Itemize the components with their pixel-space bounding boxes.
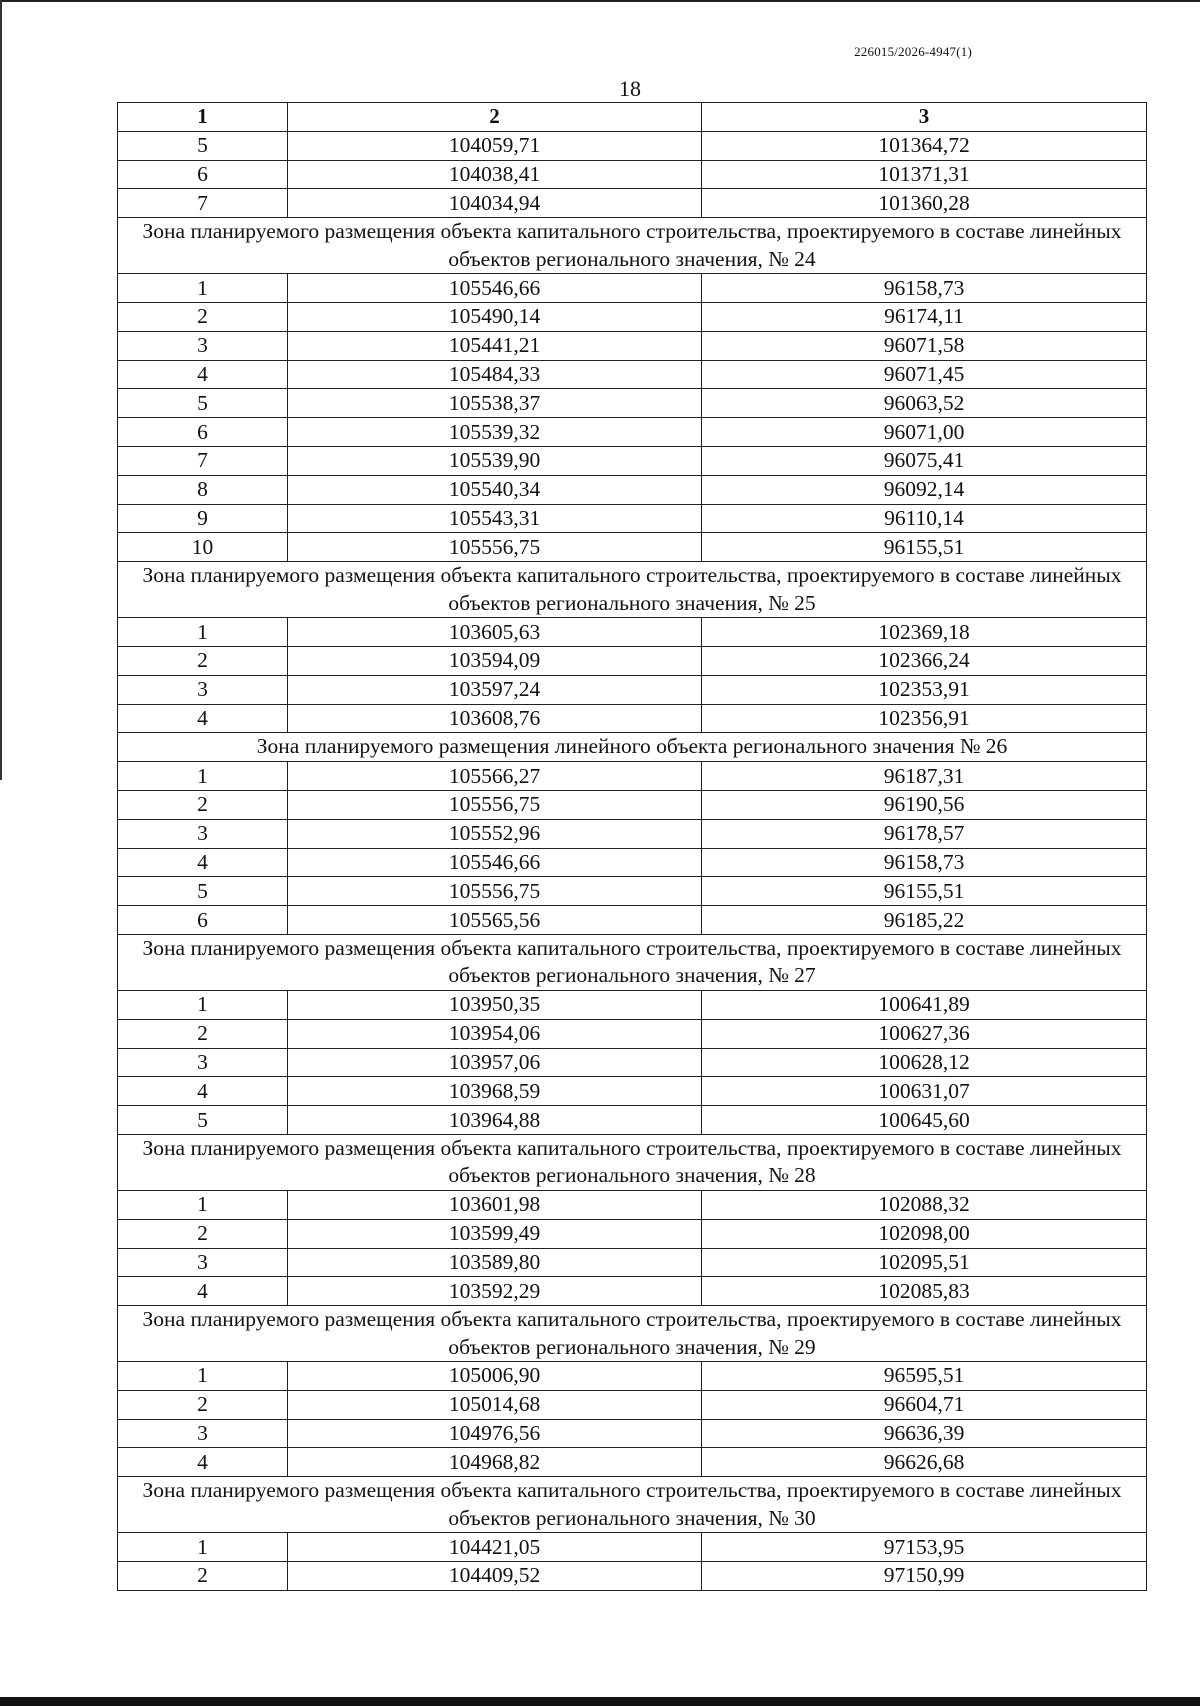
table-row xyxy=(118,1248,1147,1277)
table-row xyxy=(118,302,1147,331)
x-coordinate-cell: 105566,27 xyxy=(288,762,702,791)
point-number-cell: 2 xyxy=(118,302,288,331)
table-row xyxy=(118,418,1147,447)
zone-title-row xyxy=(118,1134,1147,1190)
x-coordinate-cell: 105539,32 xyxy=(288,418,702,447)
x-coordinate-cell: 103954,06 xyxy=(288,1019,702,1048)
point-number-cell: 2 xyxy=(118,1019,288,1048)
table-row xyxy=(118,533,1147,562)
point-number-cell: 9 xyxy=(118,504,288,533)
table-row xyxy=(118,189,1147,218)
point-number-cell: 1 xyxy=(118,618,288,647)
x-coordinate-cell: 103950,35 xyxy=(288,990,702,1019)
zone-title-row xyxy=(118,1477,1147,1533)
zone-title: Зона планируемого размещения объекта капитального строительства, проектируемого в составе линейных объектов регионального значения, № 24 xyxy=(118,218,1147,274)
x-coordinate-cell: 104409,52 xyxy=(288,1562,702,1591)
x-coordinate-cell: 105484,33 xyxy=(288,360,702,389)
zone-title: Зона планируемого размещения линейного объекта регионального значения № 26 xyxy=(118,733,1147,762)
point-number-cell: 6 xyxy=(118,906,288,935)
point-number-cell: 6 xyxy=(118,418,288,447)
zone-title: Зона планируемого размещения объекта капитального строительства, проектируемого в составе линейных объектов регионального значения, № 27 xyxy=(118,934,1147,990)
point-number-cell: 8 xyxy=(118,475,288,504)
y-coordinate-cell: 101360,28 xyxy=(702,189,1147,218)
y-coordinate-cell: 100627,36 xyxy=(702,1019,1147,1048)
x-coordinate-cell: 103597,24 xyxy=(288,675,702,704)
table-row xyxy=(118,877,1147,906)
y-coordinate-cell: 102369,18 xyxy=(702,618,1147,647)
point-number-cell: 1 xyxy=(118,1533,288,1562)
y-coordinate-cell: 96636,39 xyxy=(702,1419,1147,1448)
x-coordinate-cell: 103964,88 xyxy=(288,1106,702,1135)
table-row xyxy=(118,675,1147,704)
point-number-cell: 3 xyxy=(118,331,288,360)
point-number-cell: 2 xyxy=(118,1562,288,1591)
point-number-cell: 3 xyxy=(118,819,288,848)
y-coordinate-cell: 102095,51 xyxy=(702,1248,1147,1277)
y-coordinate-cell: 102356,91 xyxy=(702,704,1147,733)
x-coordinate-cell: 104976,56 xyxy=(288,1419,702,1448)
x-coordinate-cell: 105556,75 xyxy=(288,533,702,562)
zone-title: Зона планируемого размещения объекта капитального строительства, проектируемого в составе линейных объектов регионального значения, № 30 xyxy=(118,1477,1147,1533)
point-number-cell: 3 xyxy=(118,1419,288,1448)
point-number-cell: 3 xyxy=(118,675,288,704)
x-coordinate-cell: 105546,66 xyxy=(288,848,702,877)
y-coordinate-cell: 102353,91 xyxy=(702,675,1147,704)
point-number-cell: 6 xyxy=(118,160,288,189)
table-row xyxy=(118,1448,1147,1477)
table-row xyxy=(118,475,1147,504)
table-row xyxy=(118,1077,1147,1106)
table-row xyxy=(118,762,1147,791)
y-coordinate-cell: 102366,24 xyxy=(702,646,1147,675)
x-coordinate-cell: 105556,75 xyxy=(288,790,702,819)
scan-top-edge xyxy=(0,0,1200,2)
y-coordinate-cell: 96071,00 xyxy=(702,418,1147,447)
zone-title: Зона планируемого размещения объекта капитального строительства, проектируемого в составе линейных объектов регионального значения, № 25 xyxy=(118,562,1147,618)
point-number-cell: 2 xyxy=(118,646,288,675)
x-coordinate-cell: 103968,59 xyxy=(288,1077,702,1106)
y-coordinate-cell: 96063,52 xyxy=(702,389,1147,418)
point-number-cell: 4 xyxy=(118,848,288,877)
table-row xyxy=(118,1277,1147,1306)
zone-title: Зона планируемого размещения объекта капитального строительства, проектируемого в составе линейных объектов регионального значения, № 28 xyxy=(118,1134,1147,1190)
y-coordinate-cell: 96075,41 xyxy=(702,446,1147,475)
y-coordinate-cell: 96092,14 xyxy=(702,475,1147,504)
x-coordinate-cell: 103601,98 xyxy=(288,1190,702,1219)
x-coordinate-cell: 105552,96 xyxy=(288,819,702,848)
point-number-cell: 4 xyxy=(118,704,288,733)
y-coordinate-cell: 96626,68 xyxy=(702,1448,1147,1477)
point-number-cell: 4 xyxy=(118,1448,288,1477)
y-coordinate-cell: 102098,00 xyxy=(702,1219,1147,1248)
x-coordinate-cell: 103605,63 xyxy=(288,618,702,647)
table-row xyxy=(118,1419,1147,1448)
table-row xyxy=(118,389,1147,418)
table-row xyxy=(118,848,1147,877)
table-header-row xyxy=(118,103,1147,132)
y-coordinate-cell: 100645,60 xyxy=(702,1106,1147,1135)
column-header-point: 1 xyxy=(118,103,288,132)
table-row xyxy=(118,1106,1147,1135)
table-row xyxy=(118,618,1147,647)
x-coordinate-cell: 105565,56 xyxy=(288,906,702,935)
point-number-cell: 5 xyxy=(118,389,288,418)
zone-title-row xyxy=(118,733,1147,762)
table-row xyxy=(118,819,1147,848)
column-header-y: 3 xyxy=(702,103,1147,132)
x-coordinate-cell: 105540,34 xyxy=(288,475,702,504)
x-coordinate-cell: 104059,71 xyxy=(288,131,702,160)
point-number-cell: 1 xyxy=(118,1190,288,1219)
point-number-cell: 1 xyxy=(118,762,288,791)
document-registration-number: 226015/2026-4947(1) xyxy=(854,44,972,59)
table-row xyxy=(118,1390,1147,1419)
zone-title-row xyxy=(118,562,1147,618)
x-coordinate-cell: 103608,76 xyxy=(288,704,702,733)
table-row xyxy=(118,1219,1147,1248)
y-coordinate-cell: 96190,56 xyxy=(702,790,1147,819)
y-coordinate-cell: 102085,83 xyxy=(702,1277,1147,1306)
y-coordinate-cell: 96604,71 xyxy=(702,1390,1147,1419)
y-coordinate-cell: 96178,57 xyxy=(702,819,1147,848)
table-row xyxy=(118,446,1147,475)
point-number-cell: 3 xyxy=(118,1248,288,1277)
coordinates-table xyxy=(117,102,1147,1591)
column-header-x: 2 xyxy=(288,103,702,132)
x-coordinate-cell: 104968,82 xyxy=(288,1448,702,1477)
y-coordinate-cell: 100631,07 xyxy=(702,1077,1147,1106)
table-row xyxy=(118,990,1147,1019)
table-row xyxy=(118,1190,1147,1219)
point-number-cell: 4 xyxy=(118,360,288,389)
table-row xyxy=(118,646,1147,675)
y-coordinate-cell: 101364,72 xyxy=(702,131,1147,160)
point-number-cell: 4 xyxy=(118,1077,288,1106)
y-coordinate-cell: 96158,73 xyxy=(702,848,1147,877)
table-row xyxy=(118,1019,1147,1048)
x-coordinate-cell: 105556,75 xyxy=(288,877,702,906)
page-number: 18 xyxy=(619,76,641,101)
point-number-cell: 5 xyxy=(118,131,288,160)
point-number-cell: 5 xyxy=(118,877,288,906)
y-coordinate-cell: 101371,31 xyxy=(702,160,1147,189)
table-row xyxy=(118,1362,1147,1391)
scan-bottom-edge xyxy=(0,1697,1200,1706)
zone-title-row xyxy=(118,1306,1147,1362)
x-coordinate-cell: 103599,49 xyxy=(288,1219,702,1248)
y-coordinate-cell: 96595,51 xyxy=(702,1362,1147,1391)
x-coordinate-cell: 105539,90 xyxy=(288,446,702,475)
table-row xyxy=(118,1533,1147,1562)
x-coordinate-cell: 103957,06 xyxy=(288,1048,702,1077)
y-coordinate-cell: 97150,99 xyxy=(702,1562,1147,1591)
y-coordinate-cell: 97153,95 xyxy=(702,1533,1147,1562)
table-row xyxy=(118,1562,1147,1591)
y-coordinate-cell: 96158,73 xyxy=(702,274,1147,303)
y-coordinate-cell: 96155,51 xyxy=(702,533,1147,562)
scan-left-edge xyxy=(0,0,2,780)
table-row xyxy=(118,906,1147,935)
y-coordinate-cell: 100628,12 xyxy=(702,1048,1147,1077)
table-row xyxy=(118,704,1147,733)
point-number-cell: 7 xyxy=(118,446,288,475)
zone-title: Зона планируемого размещения объекта капитального строительства, проектируемого в составе линейных объектов регионального значения, № 29 xyxy=(118,1306,1147,1362)
point-number-cell: 4 xyxy=(118,1277,288,1306)
point-number-cell: 2 xyxy=(118,790,288,819)
x-coordinate-cell: 105543,31 xyxy=(288,504,702,533)
point-number-cell: 2 xyxy=(118,1390,288,1419)
x-coordinate-cell: 103594,09 xyxy=(288,646,702,675)
point-number-cell: 5 xyxy=(118,1106,288,1135)
x-coordinate-cell: 105006,90 xyxy=(288,1362,702,1391)
x-coordinate-cell: 105441,21 xyxy=(288,331,702,360)
x-coordinate-cell: 104038,41 xyxy=(288,160,702,189)
x-coordinate-cell: 105546,66 xyxy=(288,274,702,303)
point-number-cell: 10 xyxy=(118,533,288,562)
point-number-cell: 3 xyxy=(118,1048,288,1077)
table-row xyxy=(118,131,1147,160)
y-coordinate-cell: 96185,22 xyxy=(702,906,1147,935)
point-number-cell: 7 xyxy=(118,189,288,218)
y-coordinate-cell: 96110,14 xyxy=(702,504,1147,533)
y-coordinate-cell: 96187,31 xyxy=(702,762,1147,791)
zone-title-row xyxy=(118,218,1147,274)
point-number-cell: 1 xyxy=(118,990,288,1019)
point-number-cell: 1 xyxy=(118,274,288,303)
x-coordinate-cell: 105538,37 xyxy=(288,389,702,418)
x-coordinate-cell: 104421,05 xyxy=(288,1533,702,1562)
x-coordinate-cell: 105490,14 xyxy=(288,302,702,331)
point-number-cell: 2 xyxy=(118,1219,288,1248)
y-coordinate-cell: 96071,45 xyxy=(702,360,1147,389)
coordinates-table-body xyxy=(118,103,1147,1591)
table-row xyxy=(118,790,1147,819)
table-row xyxy=(118,1048,1147,1077)
point-number-cell: 1 xyxy=(118,1362,288,1391)
table-row xyxy=(118,331,1147,360)
x-coordinate-cell: 105014,68 xyxy=(288,1390,702,1419)
table-row xyxy=(118,160,1147,189)
y-coordinate-cell: 96155,51 xyxy=(702,877,1147,906)
table-row xyxy=(118,274,1147,303)
x-coordinate-cell: 103592,29 xyxy=(288,1277,702,1306)
table-row xyxy=(118,504,1147,533)
y-coordinate-cell: 100641,89 xyxy=(702,990,1147,1019)
y-coordinate-cell: 102088,32 xyxy=(702,1190,1147,1219)
table-row xyxy=(118,360,1147,389)
x-coordinate-cell: 103589,80 xyxy=(288,1248,702,1277)
zone-title-row xyxy=(118,934,1147,990)
y-coordinate-cell: 96071,58 xyxy=(702,331,1147,360)
y-coordinate-cell: 96174,11 xyxy=(702,302,1147,331)
x-coordinate-cell: 104034,94 xyxy=(288,189,702,218)
